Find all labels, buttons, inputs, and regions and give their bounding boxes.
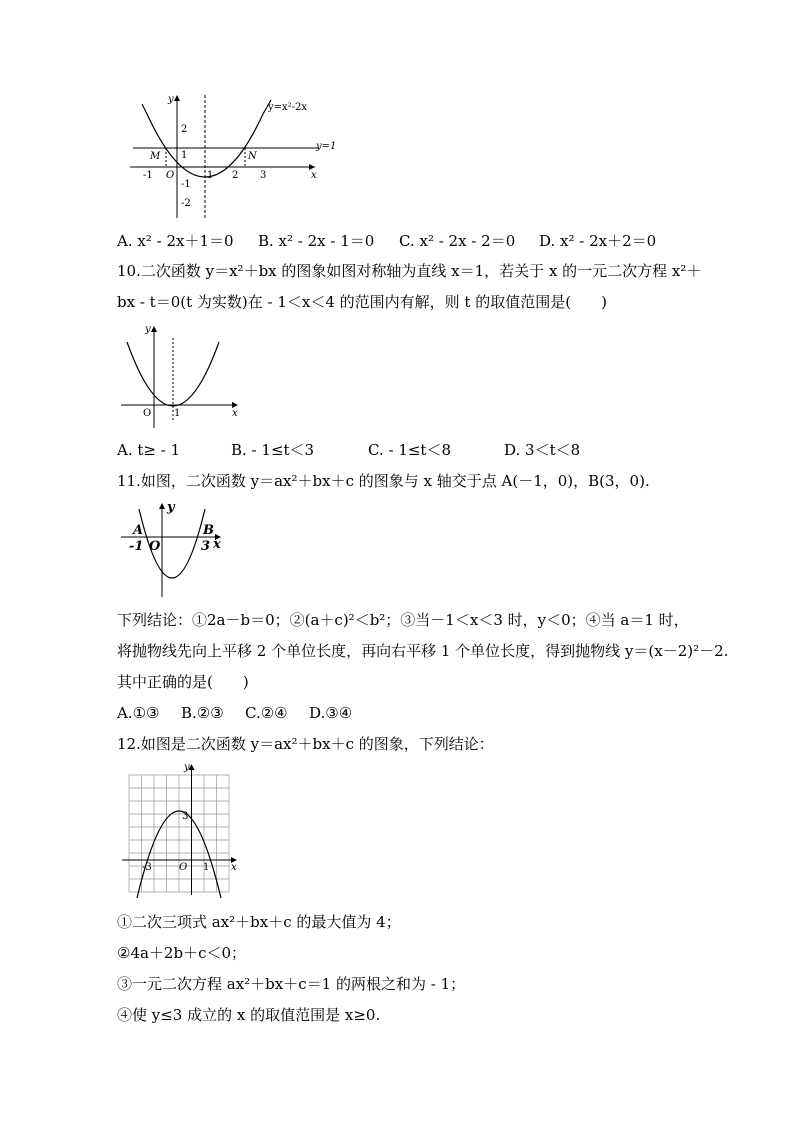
q9-curve-label: y=x²-2x <box>268 102 308 113</box>
q11-axis-y: y <box>167 500 175 515</box>
q11-point-a: A <box>133 523 144 538</box>
q12-axis-x: x <box>231 862 237 873</box>
q12-tick-neg3: -3 <box>142 862 152 873</box>
q9-option-d: D. x² - 2x＋2＝0 <box>539 232 657 250</box>
q10-origin: O <box>143 408 152 419</box>
q11-tick-3: 3 <box>201 539 211 554</box>
q12-item-2: ②4a＋2b＋c＜0； <box>117 944 247 962</box>
q11-tick-neg1: -1 <box>129 539 144 554</box>
q9-y-tick-neg2: -2 <box>181 198 191 209</box>
q9-x-tick-neg1: -1 <box>143 170 153 181</box>
q11-point-b: B <box>203 523 214 538</box>
q9-point-m: M <box>150 151 161 162</box>
q10-option-d: D. 3＜t＜8 <box>504 441 581 459</box>
q11-option-d: D.③④ <box>309 704 353 722</box>
q11-option-a: A.①③ <box>117 704 160 722</box>
q10-option-a: A. t≥ - 1 <box>117 441 181 459</box>
q9-point-n: N <box>248 151 257 162</box>
q12-item-1: ①二次三项式 ax²＋bx＋c 的最大值为 4； <box>117 913 401 931</box>
q9-x-tick-3: 3 <box>260 170 267 181</box>
q9-option-b: B. x² - 2x - 1＝0 <box>258 232 375 250</box>
q12-graph <box>117 760 242 898</box>
q9-options <box>117 231 656 251</box>
q9-graph <box>130 92 350 222</box>
q9-axis-x: x <box>311 170 317 181</box>
q11-conclusion-line-2: 将抛物线先向上平移 2 个单位长度，再向右平移 1 个单位长度，得到抛物线 y＝(x－2)²－2. <box>117 642 729 660</box>
q10-option-b: B. - 1≤t＜3 <box>231 441 315 459</box>
q11-axis-x: x <box>213 537 221 552</box>
q12-tick-1: 1 <box>203 862 210 873</box>
q11-option-b: B.②③ <box>181 704 224 722</box>
q10-graph <box>117 320 247 432</box>
q12-origin: O <box>179 862 188 873</box>
q11-line-1: 11.如图，二次函数 y＝ax²＋bx＋c 的图象与 x 轴交于点 A(－1，0)，B(3，0). <box>117 472 650 490</box>
q9-x-tick-1: 1 <box>207 170 214 181</box>
q10-axis-x: x <box>232 408 238 419</box>
q10-line-2: bx - t＝0(t 为实数)在 - 1＜x＜4 的范围内有解，则 t 的取值范围是( ) <box>117 293 607 311</box>
q9-option-c: C. x² - 2x - 2＝0 <box>399 232 516 250</box>
q9-option-a: A. x² - 2x＋1＝0 <box>117 232 234 250</box>
q10-axis-y: y <box>145 324 151 335</box>
q10-options <box>117 440 580 460</box>
q11-origin: O <box>149 539 161 554</box>
q9-line-label: y=1 <box>316 141 337 152</box>
q10-option-c: C. - 1≤t＜8 <box>368 441 451 459</box>
q11-options <box>117 703 352 723</box>
q9-x-tick-2: 2 <box>232 170 239 181</box>
q9-origin: O <box>166 170 175 181</box>
q9-y-tick-1: 1 <box>181 150 188 161</box>
q12-tick-3: 3 <box>182 811 189 822</box>
q10-tick-1: 1 <box>174 408 181 419</box>
q12-axis-y: y <box>184 762 190 773</box>
q11-option-c: C.②④ <box>245 704 288 722</box>
q9-axis-y: y <box>168 94 174 105</box>
q11-conclusion-line-3: 其中正确的是( ) <box>117 673 249 691</box>
q12-item-3: ③一元二次方程 ax²＋bx＋c＝1 的两根之和为 - 1； <box>117 975 466 993</box>
q12-item-4: ④使 y≤3 成立的 x 的取值范围是 x≥0. <box>117 1006 381 1024</box>
q12-line-1: 12.如图是二次函数 y＝ax²＋bx＋c 的图象，下列结论： <box>117 735 494 753</box>
q10-line-1: 10.二次函数 y＝x²＋bx 的图象如图对称轴为直线 x＝1，若关于 x 的一元二次方程 x²＋ <box>117 262 702 280</box>
q9-y-tick-2: 2 <box>181 124 188 135</box>
q11-graph <box>117 497 227 601</box>
q9-y-tick-neg1: -1 <box>181 179 191 190</box>
q11-conclusion-line-1: 下列结论：①2a－b＝0；②(a＋c)²＜b²；③当－1＜x＜3 时，y＜0；④当 a＝1 时， <box>117 611 689 629</box>
